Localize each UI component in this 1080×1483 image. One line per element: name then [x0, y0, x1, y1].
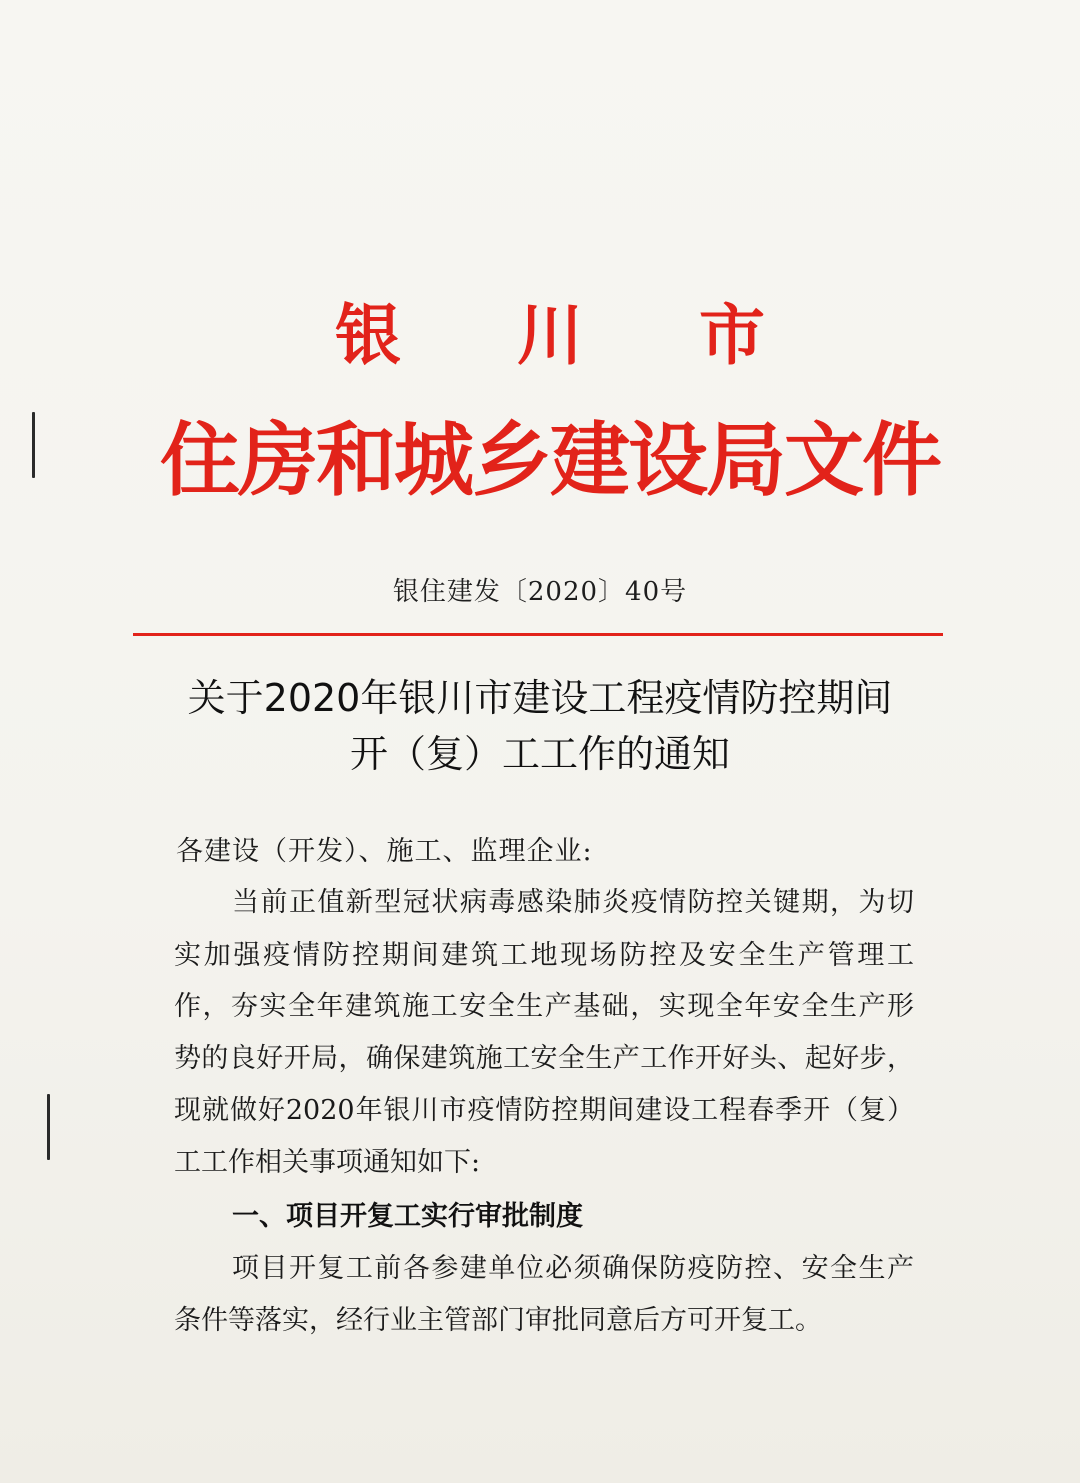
- section-1-line: 项目开复工前各参建单位必须确保防疫防控、安全生产: [232, 1253, 914, 1284]
- binder-hole-mark-top: [32, 412, 35, 478]
- paragraph-line: 当前正值新型冠状病毒感染肺炎疫情防控关键期，为切: [232, 887, 914, 918]
- paragraph-line: 现就做好2020年银川市疫情防控期间建设工程春季开（复）: [174, 1095, 914, 1126]
- issuer-city-char: 川: [517, 296, 583, 374]
- issuer-city-char: 银: [335, 296, 401, 374]
- document-number: 银住建发〔2020〕40号: [392, 577, 688, 607]
- section-1-heading: 一、项目开复工实行审批制度: [232, 1201, 583, 1232]
- issuer-city-char: 市: [699, 296, 765, 374]
- title-line-1: 关于2020年银川市建设工程疫情防控期间: [187, 676, 893, 720]
- issuer-bureau-heading: 住房和城乡建设局文件: [160, 413, 940, 507]
- salutation: 各建设（开发）、施工、监理企业:: [176, 836, 593, 867]
- issuer-city: [335, 295, 765, 375]
- red-divider-line: [133, 633, 943, 636]
- paragraph-line: 势的良好开局，确保建筑施工安全生产工作开好头、起好步，: [174, 1043, 914, 1074]
- paragraph-line: 作，夯实全年建筑施工安全生产基础，实现全年安全生产形: [174, 991, 914, 1022]
- section-1-line: 条件等落实，经行业主管部门审批同意后方可开复工。: [174, 1305, 822, 1336]
- title-line-2: 开（复）工工作的通知: [349, 732, 730, 776]
- paragraph-line: 实加强疫情防控期间建筑工地现场防控及安全生产管理工: [174, 940, 914, 971]
- document-title: [100, 670, 980, 782]
- paragraph-line: 工工作相关事项通知如下:: [174, 1147, 481, 1178]
- binder-hole-mark-bottom: [47, 1094, 50, 1160]
